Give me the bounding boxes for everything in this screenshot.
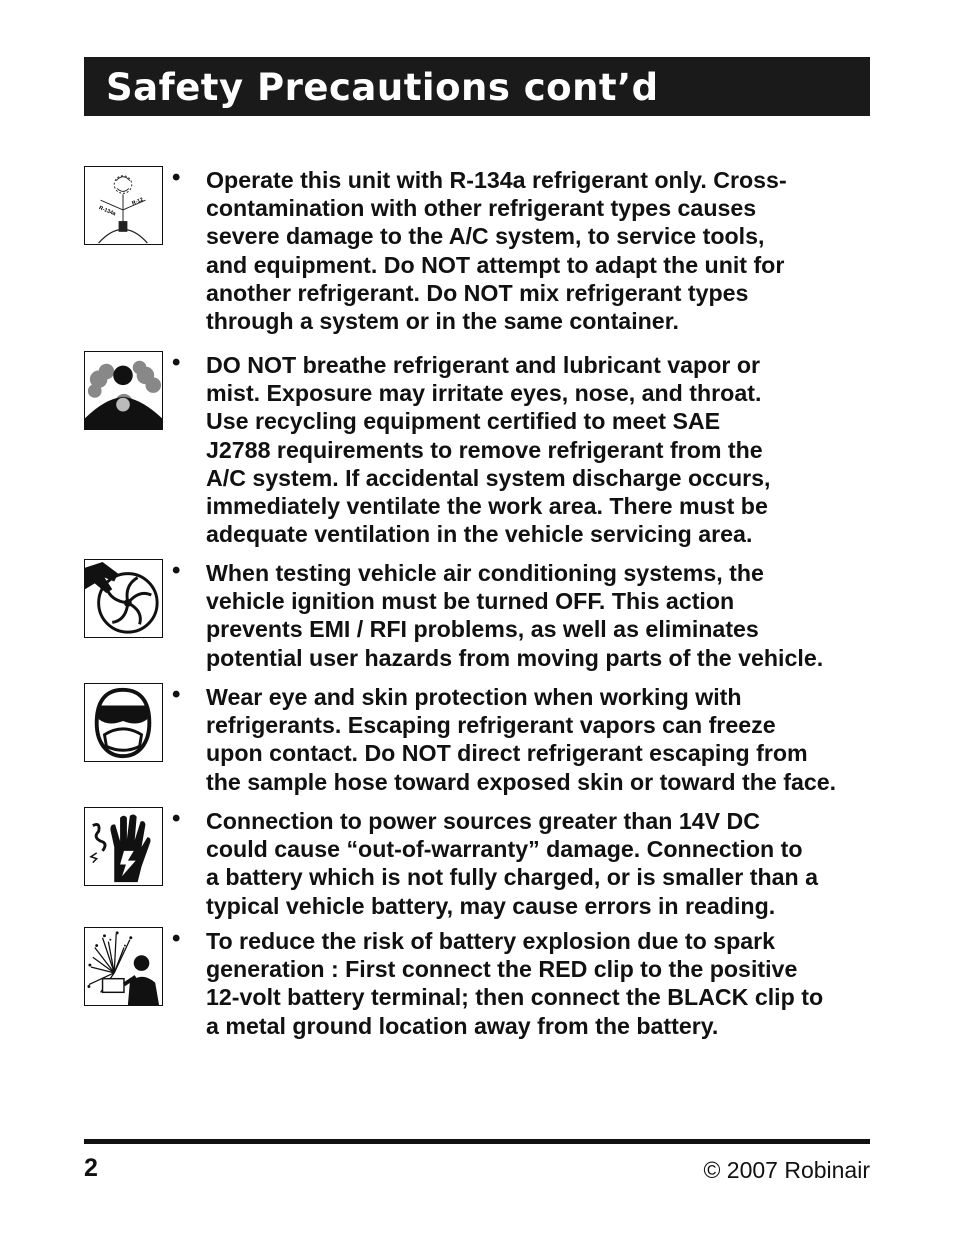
- moving-fan-hazard-icon: [84, 559, 163, 638]
- copyright-notice: © 2007 Robinair: [703, 1157, 870, 1183]
- page-title: Safety Precautions cont’d: [106, 66, 659, 109]
- eye-protection-icon: [84, 683, 163, 762]
- precaution-text: To reduce the risk of battery explosion due to spark generation : First connect the RED clip to the positive 12-volt battery terminal; then connect the BLACK clip to a metal ground location away from the battery.: [206, 928, 824, 1039]
- battery-explosion-icon: [84, 927, 163, 1006]
- bullet: •: [172, 164, 181, 191]
- icon-label-r134a: R-134a: [97, 205, 117, 218]
- section-header: [84, 57, 870, 116]
- bullet: •: [172, 557, 181, 584]
- precaution-text: Wear eye and skin protection when working with refrigerants. Escaping refrigerant vapors can freeze upon contact. Do NOT direct refrigerant escaping from the sample hose toward exposed skin or toward the face.: [206, 684, 837, 795]
- bullet: •: [172, 925, 181, 952]
- bullet: •: [172, 681, 181, 708]
- page-number: 2: [84, 1154, 98, 1182]
- precaution-text: When testing vehicle air conditioning systems, the vehicle ignition must be turned OFF. This action prevents EMI / RFI problems, as well as eliminates potential user hazards from moving parts of the vehicle.: [206, 560, 824, 671]
- electric-shock-hand-icon: [84, 807, 163, 886]
- bullet: •: [172, 805, 181, 832]
- refrigerant-r134a-icon: [84, 166, 163, 245]
- precaution-text: Operate this unit with R-134a refrigerant only. Cross- contamination with other refrigerant types causes severe damage to the A/C system, to service tools, and equipment. Do NOT attempt to adapt the unit for another refrigerant. Do NOT mix refrigerant types through a system or in the same container.: [206, 167, 787, 335]
- precaution-text: Connection to power sources greater than 14V DC could cause “out-of-warranty” damage. Connection to a battery which is not fully charged, or is smaller than a typical vehicle battery, may cause errors in reading.: [206, 808, 819, 919]
- bullet: •: [172, 349, 181, 376]
- footer-rule: [84, 1139, 870, 1144]
- precaution-text: DO NOT breathe refrigerant and lubricant vapor or mist. Exposure may irritate eyes, nose, and throat. Use recycling equipment certified to meet SAE J2788 requirements to remove refrigerant from the A/C system. If accidental system discharge occurs, immediately ventilate the work area. There must be adequate ventilation in the vehicle servicing area.: [206, 352, 771, 548]
- vapor-inhalation-hazard-icon: [84, 351, 163, 430]
- icon-label-r12: R-12: [131, 196, 145, 207]
